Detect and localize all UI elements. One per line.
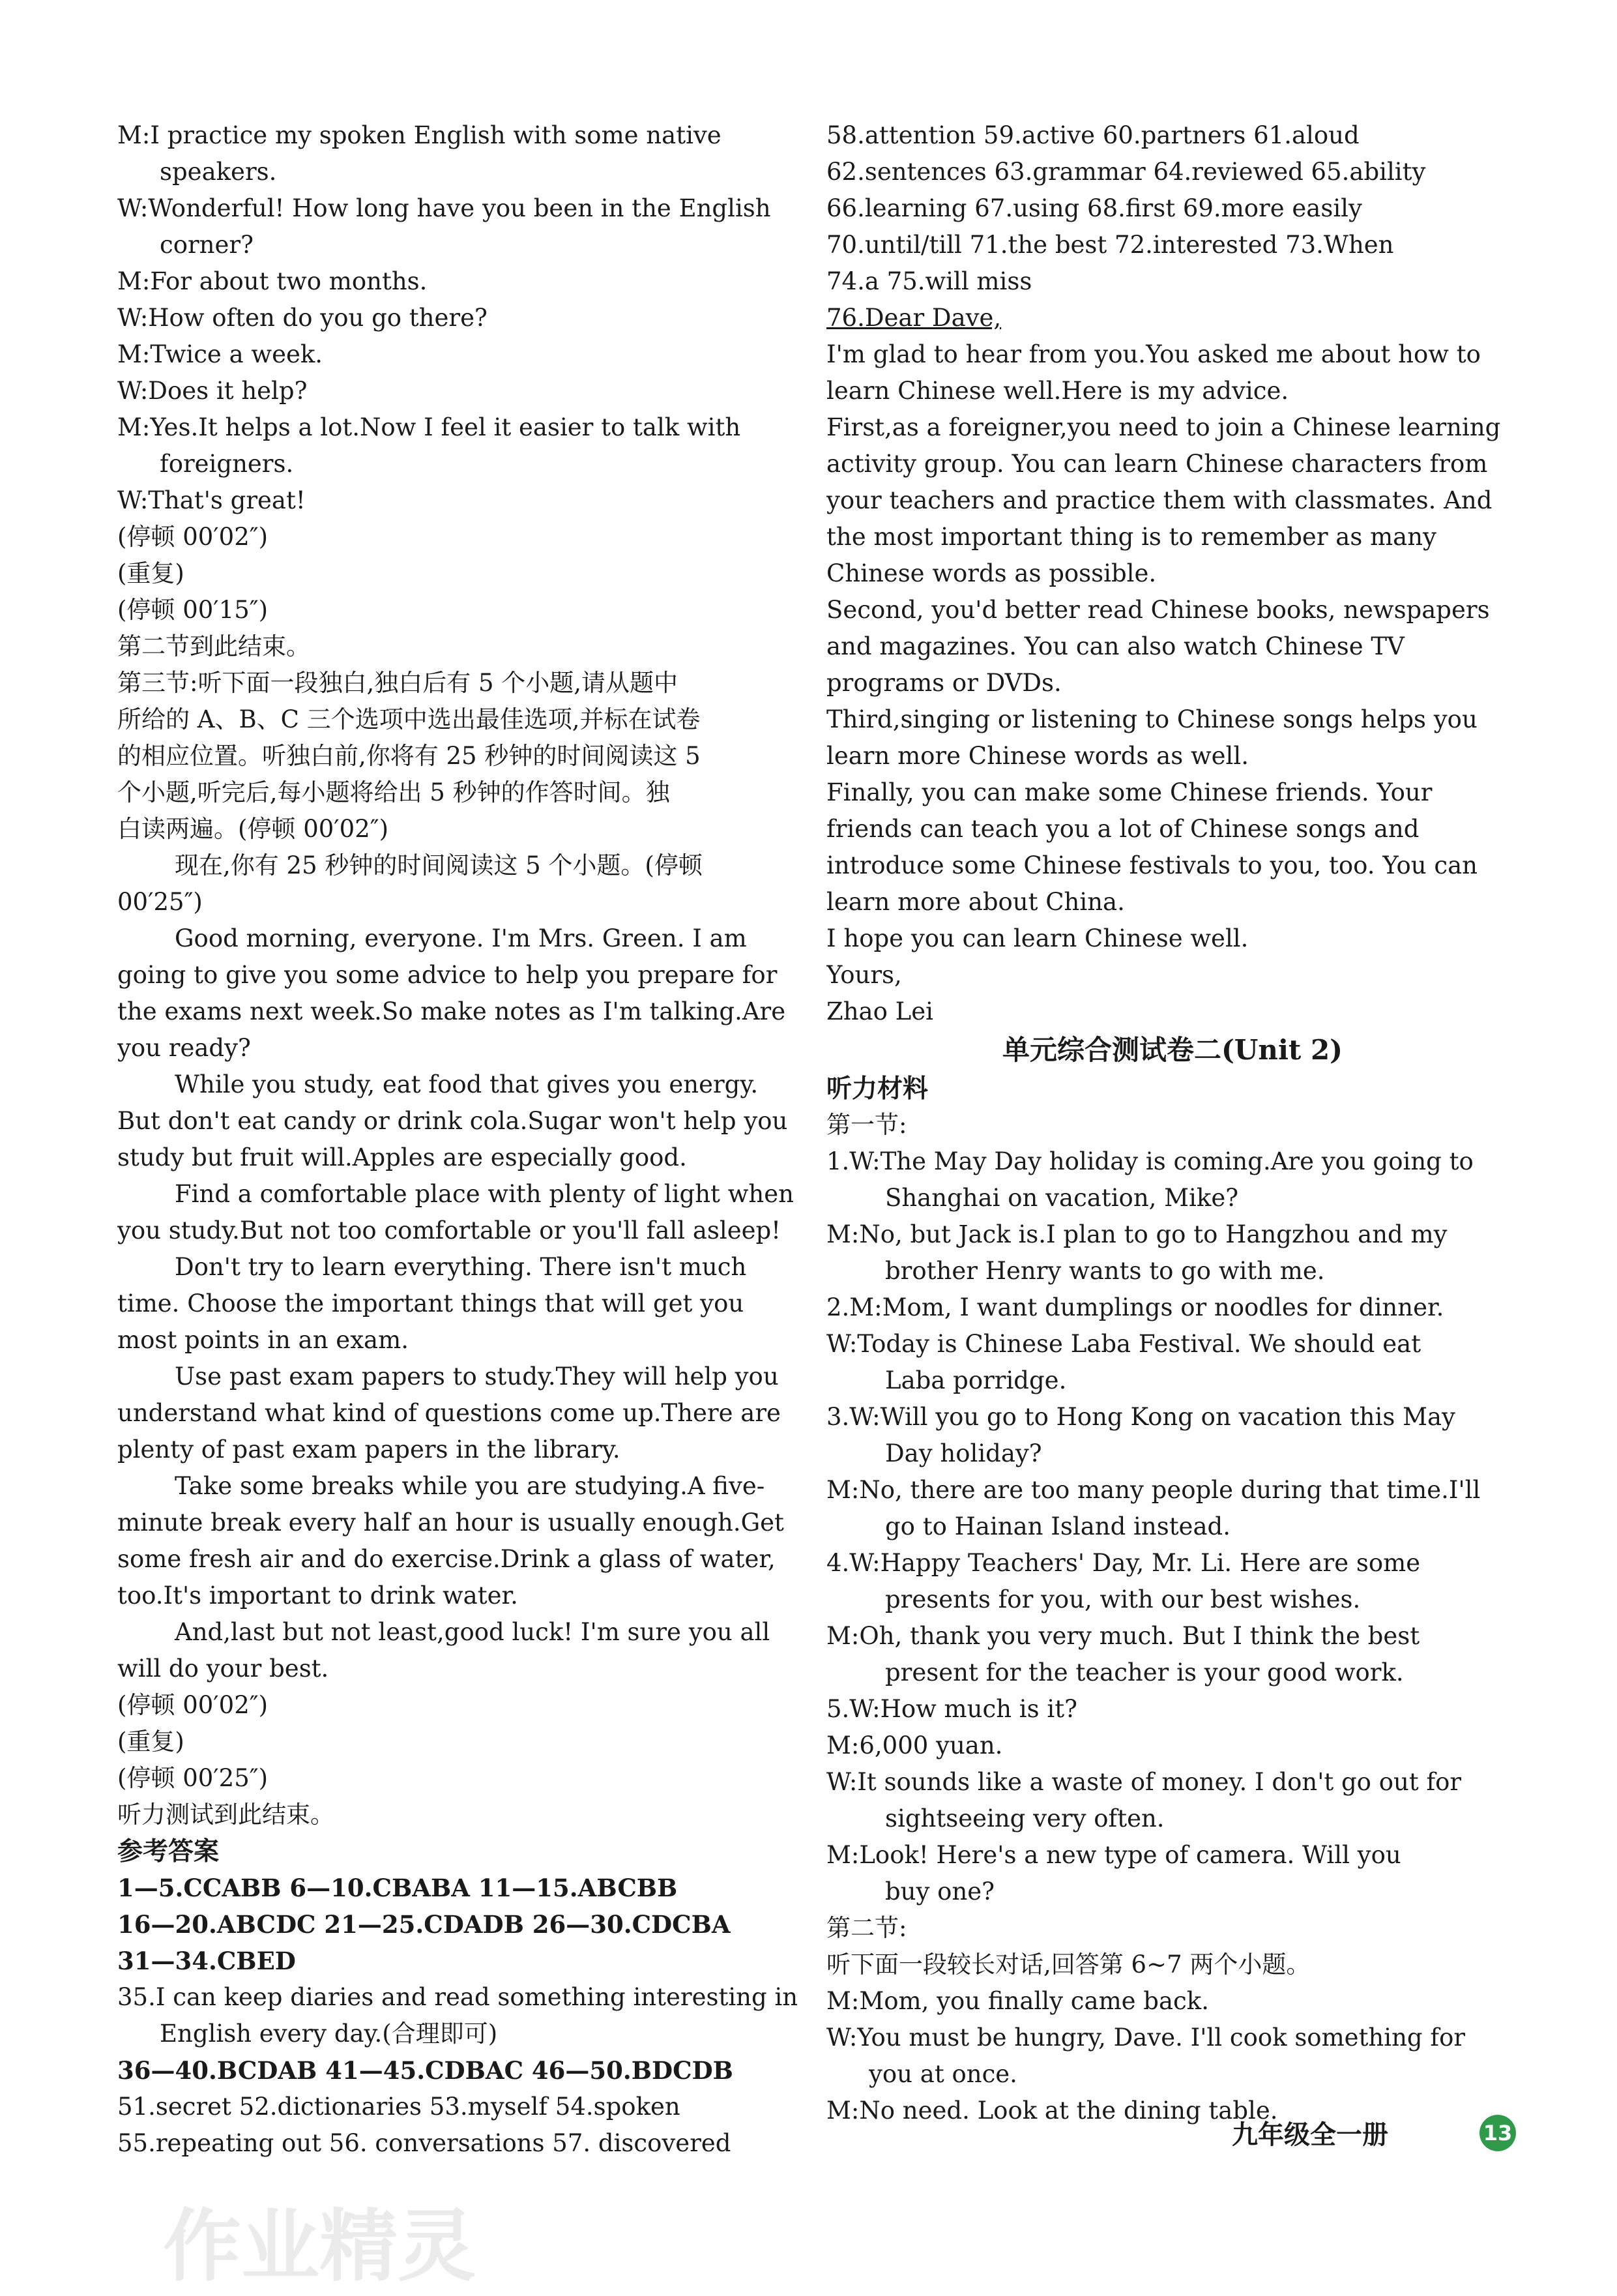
text-line: M:I practice my spoken English with some native xyxy=(117,121,721,149)
text-line: time. Choose the important things that will get you xyxy=(117,1289,744,1317)
text-line: plenty of past exam papers in the library. xyxy=(117,1435,620,1464)
text-line: 听力材料 xyxy=(826,1074,929,1104)
text-line: W:You must be hungry, Dave. I'll cook something for xyxy=(826,2024,1466,2052)
text-line: W:It sounds like a waste of money. I don't go out for xyxy=(826,1768,1462,1796)
text-line: 所给的 A、B、C 三个选项中选出最佳选项,并标在试卷 xyxy=(117,705,701,733)
text-line: (停顿 00′25″) xyxy=(117,1764,269,1792)
text-line: learn more about China. xyxy=(826,888,1125,916)
text-line: corner? xyxy=(160,231,254,259)
text-line: 51.secret 52.dictionaries 53.myself 54.spoken xyxy=(117,2093,680,2121)
text-line: M:Mom, you finally came back. xyxy=(826,1987,1209,2015)
text-line: minute break every half an hour is usually enough.Get xyxy=(117,1509,784,1537)
text-line: While you study, eat food that gives you energy. xyxy=(175,1070,759,1098)
text-line: understand what kind of questions come up.There are xyxy=(117,1399,781,1427)
text-line: 单元综合测试卷二(Unit 2) xyxy=(1002,1034,1343,1066)
text-line: Laba porridge. xyxy=(885,1366,1067,1394)
left-column xyxy=(117,117,802,2162)
text-line: 3.W:Will you go to Hong Kong on vacation this May xyxy=(826,1403,1455,1431)
text-line: 第二节: xyxy=(826,1914,907,1942)
text-line: you study.But not too comfortable or you'll fall asleep! xyxy=(117,1216,781,1244)
text-line: 白读两遍。(停顿 00′02″) xyxy=(117,815,389,843)
text-line: M:Yes.It helps a lot.Now I feel it easier to talk with xyxy=(117,413,741,441)
text-line: most points in an exam. xyxy=(117,1326,409,1354)
watermark-logo: 作业精灵 xyxy=(163,2201,476,2292)
text-line: will do your best. xyxy=(117,1655,329,1683)
text-line: sightseeing very often. xyxy=(885,1804,1165,1832)
text-line: Use past exam papers to study.They will help you xyxy=(175,1362,779,1391)
text-line: 74.a 75.will miss xyxy=(826,267,1032,295)
text-line: W:That's great! xyxy=(117,486,306,514)
text-line: Good morning, everyone. I'm Mrs. Green. I am xyxy=(175,924,747,952)
text-line: Shanghai on vacation, Mike? xyxy=(885,1184,1239,1212)
text-line: Zhao Lei xyxy=(826,997,933,1025)
text-line: M:No need. Look at the dining table. xyxy=(826,2097,1278,2125)
text-line: (重复) xyxy=(117,559,184,587)
text-line: (停顿 00′02″) xyxy=(117,523,269,551)
text-line: M:For about two months. xyxy=(117,267,428,295)
text-line: buy one? xyxy=(885,1877,995,1906)
text-line: 第二节到此结束。 xyxy=(117,632,310,660)
text-line: Finally, you can make some Chinese friends. Your xyxy=(826,778,1433,806)
text-line: (重复) xyxy=(117,1728,184,1756)
text-line: too.It's important to drink water. xyxy=(117,1582,518,1610)
page-number-badge: 13 xyxy=(1479,2115,1516,2151)
text-line: 现在,你有 25 秒钟的时间阅读这 5 个小题。(停顿 xyxy=(175,851,703,879)
text-line: present for the teacher is your good work. xyxy=(885,1658,1404,1686)
text-line: 5.W:How much is it? xyxy=(826,1695,1077,1723)
text-line: 个小题,听完后,每小题将给出 5 秒钟的作答时间。独 xyxy=(117,778,670,806)
text-line: learn Chinese well.Here is my advice. xyxy=(826,377,1289,405)
text-line: the exams next week.So make notes as I'm talking.Are xyxy=(117,997,786,1025)
text-line: 4.W:Happy Teachers' Day, Mr. Li. Here are some xyxy=(826,1549,1421,1577)
text-line: your teachers and practice them with classmates. And xyxy=(826,486,1493,514)
text-line: study but fruit will.Apples are especially good. xyxy=(117,1143,687,1171)
text-line: 62.sentences 63.grammar 64.reviewed 65.ability xyxy=(826,158,1426,186)
text-line: W:Today is Chinese Laba Festival. We should eat xyxy=(826,1330,1421,1358)
text-line: speakers. xyxy=(160,158,277,186)
text-line: the most important thing is to remember as many xyxy=(826,523,1436,551)
text-line: M:Twice a week. xyxy=(117,340,323,368)
text-line: Third,singing or listening to Chinese songs helps you xyxy=(826,705,1478,733)
text-line: 00′25″) xyxy=(117,888,203,916)
text-line: 第三节:听下面一段独白,独白后有 5 个小题,请从题中 xyxy=(117,669,678,697)
text-line: some fresh air and do exercise.Drink a glass of water, xyxy=(117,1545,776,1573)
text-line: you ready? xyxy=(117,1034,251,1062)
text-line: And,last but not least,good luck! I'm sure you all xyxy=(175,1618,770,1646)
text-line: First,as a foreigner,you need to join a Chinese learning xyxy=(826,413,1501,441)
text-line: 58.attention 59.active 60.partners 61.aloud xyxy=(826,121,1360,149)
text-line: 2.M:Mom, I want dumplings or noodles for dinner. xyxy=(826,1293,1444,1321)
text-line: presents for you, with our best wishes. xyxy=(885,1585,1361,1613)
text-line: Don't try to learn everything. There isn't much xyxy=(175,1253,747,1281)
text-line: Yours, xyxy=(826,961,902,989)
text-line: 第一节: xyxy=(826,1111,907,1139)
right-column xyxy=(826,117,1519,2129)
text-line: 76.Dear Dave, xyxy=(826,304,1002,332)
text-line: 70.until/till 71.the best 72.interested 73.When xyxy=(826,231,1394,259)
text-line: Find a comfortable place with plenty of light when xyxy=(175,1180,794,1208)
text-line: and magazines. You can also watch Chinese TV xyxy=(826,632,1405,660)
text-line: 31—34.CBED xyxy=(117,1947,296,1975)
text-line: I hope you can learn Chinese well. xyxy=(826,924,1249,952)
text-line: M:No, but Jack is.I plan to go to Hangzhou and my xyxy=(826,1220,1448,1248)
text-line: you at once. xyxy=(869,2060,1017,2088)
text-line: 16—20.ABCDC 21—25.CDADB 26—30.CDCBA xyxy=(117,1910,731,1939)
text-line: 36—40.BCDAB 41—45.CDBAC 46—50.BDCDB xyxy=(117,2056,733,2085)
text-line: 听力测试到此结束。 xyxy=(117,1801,334,1829)
text-line: M:No, there are too many people during that time.I'll xyxy=(826,1476,1481,1504)
text-line: English every day.(合理即可) xyxy=(160,2020,498,2048)
text-line: brother Henry wants to go with me. xyxy=(885,1257,1325,1285)
text-line: Take some breaks while you are studying.A five- xyxy=(175,1472,765,1500)
text-line: Chinese words as possible. xyxy=(826,559,1157,587)
text-line: M:Look! Here's a new type of camera. Will you xyxy=(826,1841,1401,1869)
text-line: Second, you'd better read Chinese books, newspapers xyxy=(826,596,1490,624)
text-line: 66.learning 67.using 68.first 69.more easily xyxy=(826,194,1362,222)
text-line: introduce some Chinese festivals to you, too. You can xyxy=(826,851,1478,879)
text-line: foreigners. xyxy=(160,450,294,478)
text-line: 的相应位置。听独白前,你将有 25 秒钟的时间阅读这 5 xyxy=(117,742,701,770)
text-line: M:6,000 yuan. xyxy=(826,1731,1003,1759)
text-line: 35.I can keep diaries and read something interesting in xyxy=(117,1983,798,2011)
text-line: M:Oh, thank you very much. But I think the best xyxy=(826,1622,1420,1650)
text-line: (停顿 00′02″) xyxy=(117,1691,269,1719)
text-line: (停顿 00′15″) xyxy=(117,596,269,624)
text-line: friends can teach you a lot of Chinese songs and xyxy=(826,815,1420,843)
text-line: W:Wonderful! How long have you been in the English xyxy=(117,194,771,222)
text-line: 参考答案 xyxy=(117,1836,220,1866)
text-line: go to Hainan Island instead. xyxy=(885,1512,1231,1540)
text-line: W:Does it help? xyxy=(117,377,308,405)
text-line: Day holiday? xyxy=(885,1439,1042,1467)
text-line: going to give you some advice to help you prepare for xyxy=(117,961,778,989)
text-line: 1.W:The May Day holiday is coming.Are you going to xyxy=(826,1147,1474,1175)
text-line: activity group. You can learn Chinese characters from xyxy=(826,450,1488,478)
text-line: learn more Chinese words as well. xyxy=(826,742,1249,770)
grade-label: 九年级全一册 xyxy=(1232,2120,1388,2150)
text-line: 55.repeating out 56. conversations 57. discovered xyxy=(117,2129,731,2157)
text-line: But don't eat candy or drink cola.Sugar won't help you xyxy=(117,1107,788,1135)
text-line: programs or DVDs. xyxy=(826,669,1062,697)
text-line: W:How often do you go there? xyxy=(117,304,488,332)
text-line: 听下面一段较长对话,回答第 6~7 两个小题。 xyxy=(826,1950,1311,1979)
text-line: 1—5.CCABB 6—10.CBABA 11—15.ABCBB xyxy=(117,1874,678,1902)
text-line: I'm glad to hear from you.You asked me about how to xyxy=(826,340,1481,368)
